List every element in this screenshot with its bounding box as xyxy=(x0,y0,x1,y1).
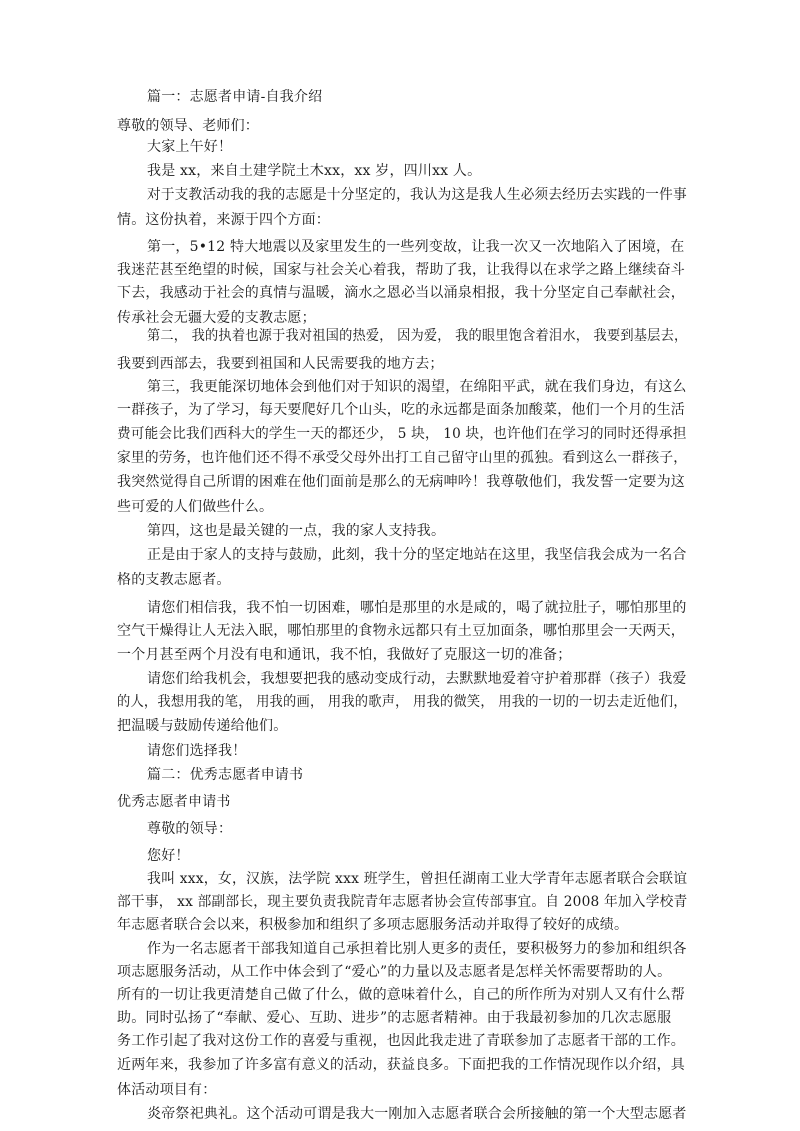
text-line: 第一，5•12 特大地震以及家里发生的一些列变故，让我一次又一次地陷入了困境，在 xyxy=(147,239,685,255)
text-line: 近两年来，我参加了许多富有意义的活动，获益良多。下面把我的工作情况现作以介绍，具 xyxy=(117,1057,685,1073)
text-line: 务工作引起了我对这份工作的喜爱与重视，也因此我走进了青联参加了志愿者干部的工作。 xyxy=(117,1033,685,1049)
text-line: 情。这份执着，来源于四个方面： xyxy=(117,212,330,228)
text-line: 助。同时弘扬了“奉献、爱心、互助、进步”的志愿者精神。由于我最初参加的几次志愿服 xyxy=(117,1010,672,1026)
text-line: 体活动项目有： xyxy=(117,1082,217,1098)
text-line: 我突然觉得自己所谓的困难在他们面前是那么的无病呻吟！我尊敬他们，我发誓一定要为这 xyxy=(117,474,685,490)
text-line: 费可能会比我们西科大的学生一天的都还少， 5 块， 10 块，也许他们在学习的同时还得承担 xyxy=(117,426,687,442)
text-line: 对于支教活动我的我的志愿是十分坚定的，我认为这是我人生必须去经历去实践的一件事 xyxy=(147,187,687,203)
text-line: 第三，我更能深切地体会到他们对于知识的渴望，在绵阳平武，就在我们身边，有这么 xyxy=(147,379,687,395)
text-line: 炎帝祭祀典礼。这个活动可谓是我大一刚加入志愿者联合会所接触的第一个大型志愿者 xyxy=(147,1106,687,1122)
text-line: 我是 xx，来自土建学院土木xx，xx 岁，四川xx 人。 xyxy=(147,163,482,179)
text-line: 家里的劳务，也许他们还不得不承受父母外出打工自己留守山里的孤独。看到这么一群孩子， xyxy=(117,450,688,466)
text-line: 年志愿者联合会以来，积极参加和组织了多项志愿服务活动并取得了较好的成绩。 xyxy=(117,917,629,933)
text-line: 第四，这也是最关键的一点，我的家人支持我。 xyxy=(147,523,446,539)
text-line: 第二， 我的执着也源于我对祖国的热爱， 因为爱， 我的眼里饱含着泪水， 我要到基层去， xyxy=(147,328,688,344)
text-line: 我要到西部去，我要到祖国和人民需要我的地方去； xyxy=(117,356,444,372)
text-line: 尊敬的领导、老师们： xyxy=(117,118,259,134)
text-line: 篇二：优秀志愿者申请书 xyxy=(147,767,304,783)
text-line: 传承社会无疆大爱的支教志愿； xyxy=(117,310,316,326)
text-line: 的人，我想用我的笔， 用我的画， 用我的歌声， 用我的微笑， 用我的一切的一切去走近他们， xyxy=(117,694,687,710)
text-line: 我叫 xxx，女，汉族，法学院 xxx 班学生，曾担任湖南工业大学青年志愿者联合会联谊 xyxy=(147,871,688,887)
text-line: 请您们相信我，我不怕一切困难，哪怕是那里的水是咸的，喝了就拉肚子，哪怕那里的 xyxy=(147,600,687,616)
text-line: 把温暖与鼓励传递给他们。 xyxy=(117,718,288,734)
text-line: 作为一名志愿者干部我知道自己承担着比别人更多的责任，要积极努力的参加和组织各 xyxy=(147,941,687,957)
text-line: 项志愿服务活动，从工作中体会到了“爱心”的力量以及志愿者是怎样关怀需要帮助的人。 xyxy=(117,964,672,980)
text-line: 一群孩子，为了学习，每天要爬好几个山头，吃的永远都是面条加酸菜，他们一个月的生活 xyxy=(117,402,685,418)
text-line: 请您们选择我！ xyxy=(147,743,247,759)
text-line: 您好！ xyxy=(147,848,190,864)
text-line: 正是由于家人的支持与鼓励，此刻，我十分的坚定地站在这里，我坚信我会成为一名合 xyxy=(147,547,687,563)
text-line: 大家上午好！ xyxy=(147,139,233,155)
text-line: 空气干燥得让人无法入眠，哪怕那里的食物永远都只有土豆加面条，哪怕那里会一天两天， xyxy=(117,623,685,639)
text-line: 所有的一切让我更清楚自己做了什么，做的意味着什么，自己的所作所为对别人又有什么帮 xyxy=(117,987,685,1003)
text-line: 部干事， xx 部副部长，现主要负责我院青年志愿者协会宣传部事宜。自 2008 年加入学校青 xyxy=(117,894,688,910)
text-line: 下去，我感动于社会的真情与温暖，滴水之恩必当以涌泉相报，我十分坚定自己奉献社会， xyxy=(117,285,685,301)
text-line: 格的支教志愿者。 xyxy=(117,572,231,588)
text-line: 请您们给我机会，我想要把我的感动变成行动，去默默地爱着守护着那群（孩子）我爱 xyxy=(147,671,687,687)
text-line: 我迷茫甚至绝望的时候，国家与社会关心着我，帮助了我，让我得以在求学之路上继续奋斗 xyxy=(117,262,685,278)
text-line: 篇一：志愿者申请-自我介绍 xyxy=(147,89,323,105)
text-line: 一个月甚至两个月没有电和通讯，我不怕，我做好了克服这一切的准备； xyxy=(117,647,572,663)
text-line: 优秀志愿者申请书 xyxy=(117,794,231,810)
text-line: 尊敬的领导： xyxy=(147,821,233,837)
text-line: 些可爱的人们做些什么。 xyxy=(117,499,274,515)
